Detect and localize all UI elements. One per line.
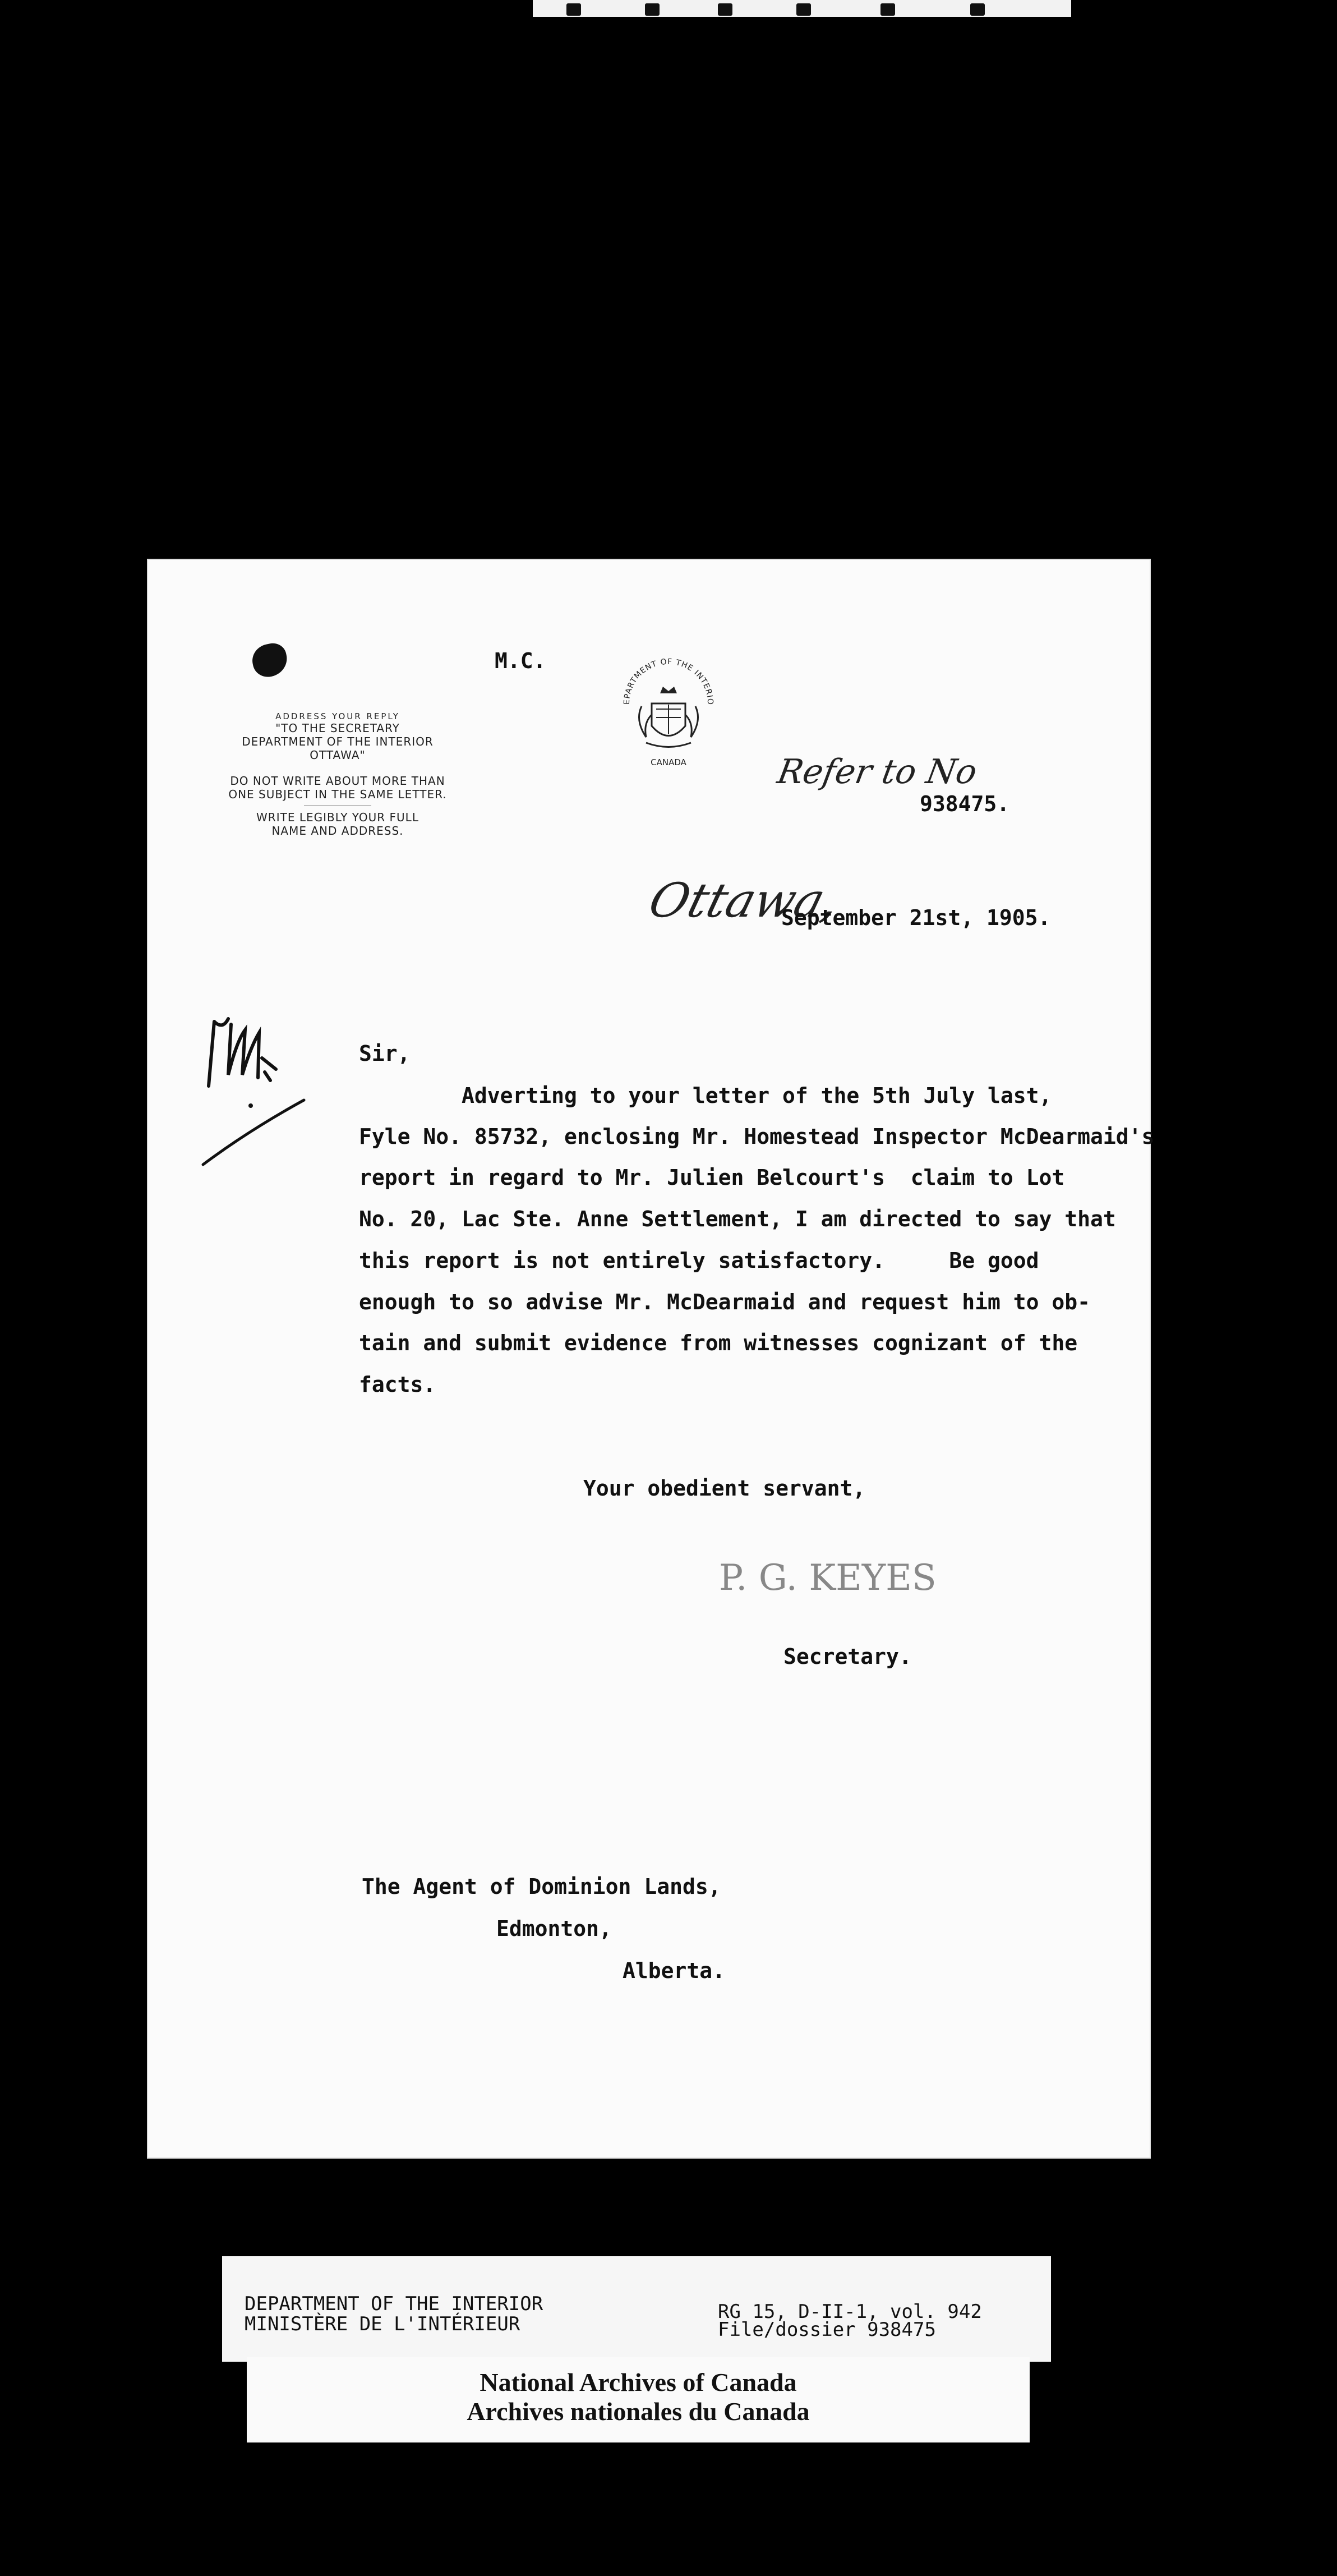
file-dossier-ref: File/dossier 938475 bbox=[718, 2319, 936, 2341]
crest-bottom-text: CANADA bbox=[651, 757, 686, 767]
letter-sheet bbox=[147, 559, 1155, 2159]
strip-mark bbox=[718, 3, 732, 16]
signature-stamp: P. G. KEYES bbox=[719, 1557, 937, 1599]
archives-name-label bbox=[247, 2357, 1030, 2442]
recipient-line: The Agent of Dominion Lands, bbox=[362, 1874, 721, 1899]
department-en: DEPARTMENT OF THE INTERIOR bbox=[245, 2293, 543, 2315]
body-line: enough to so advise Mr. McDearmaid and request him to ob- bbox=[359, 1290, 1091, 1314]
body-line: facts. bbox=[359, 1372, 436, 1397]
svg-text:DEPARTMENT OF THE INTERIOR bbox=[612, 653, 714, 705]
recipient-line: Edmonton, bbox=[496, 1916, 612, 1941]
recipient-line: Alberta. bbox=[623, 1958, 726, 1983]
strip-mark bbox=[566, 3, 581, 16]
strip-mark bbox=[645, 3, 660, 16]
reference-number: 938475. bbox=[920, 792, 1010, 816]
closing: Your obedient servant, bbox=[583, 1476, 866, 1501]
instruction-line: NAME AND ADDRESS. bbox=[271, 824, 404, 838]
strip-mark bbox=[880, 3, 895, 16]
refer-to-label: Refer to No bbox=[774, 752, 980, 792]
address-line: OTTAWA" bbox=[310, 748, 366, 762]
archives-name-en: National Archives of Canada bbox=[480, 2368, 797, 2396]
initials-code: M.C. bbox=[495, 648, 546, 673]
body-line: No. 20, Lac Ste. Anne Settlement, I am directed to say that bbox=[359, 1207, 1116, 1231]
dateline-place: Ottawa, bbox=[643, 873, 846, 928]
body-line: tain and submit evidence from witnesses cognizant of the bbox=[359, 1331, 1078, 1355]
body-line: Fyle No. 85732, enclosing Mr. Homestead Inspector McDearmaid's bbox=[359, 1124, 1155, 1149]
address-reply-label: ADDRESS YOUR REPLY bbox=[275, 711, 400, 721]
dateline-date: September 21st, 1905. bbox=[781, 905, 1051, 930]
instruction-line: WRITE LEGIBLY YOUR FULL bbox=[256, 811, 419, 824]
address-line: DEPARTMENT OF THE INTERIOR bbox=[242, 735, 434, 748]
strip-mark bbox=[796, 3, 811, 16]
crest-top-text: EPARTMENT OF THE INTERIO bbox=[622, 657, 715, 706]
department-fr: MINISTÈRE DE L'INTÉRIEUR bbox=[245, 2313, 520, 2335]
department-crest bbox=[612, 653, 725, 771]
archive-reference-label bbox=[222, 2256, 1051, 2362]
address-line: "TO THE SECRETARY bbox=[275, 721, 400, 735]
record-group-ref: RG 15, D-II-1, vol. 942 bbox=[718, 2301, 982, 2323]
crest-icon bbox=[612, 653, 725, 771]
salutation: Sir, bbox=[359, 1041, 411, 1066]
instruction-line: ONE SUBJECT IN THE SAME LETTER. bbox=[228, 788, 447, 801]
instruction-line: DO NOT WRITE ABOUT MORE THAN bbox=[230, 774, 445, 788]
ink-blot bbox=[250, 641, 291, 680]
handwritten-initials bbox=[197, 1008, 332, 1176]
top-cropped-strip bbox=[533, 0, 1071, 17]
body-line: this report is not entirely satisfactory. Be good bbox=[359, 1248, 1039, 1273]
letterhead-address-block bbox=[203, 711, 472, 838]
body-line: Adverting to your letter of the 5th July last, bbox=[359, 1083, 1052, 1108]
archives-name-fr: Archives nationales du Canada bbox=[467, 2397, 810, 2426]
strip-mark bbox=[970, 3, 985, 16]
body-line: report in regard to Mr. Julien Belcourt's claim to Lot bbox=[359, 1165, 1065, 1190]
signatory-title: Secretary. bbox=[783, 1644, 912, 1669]
